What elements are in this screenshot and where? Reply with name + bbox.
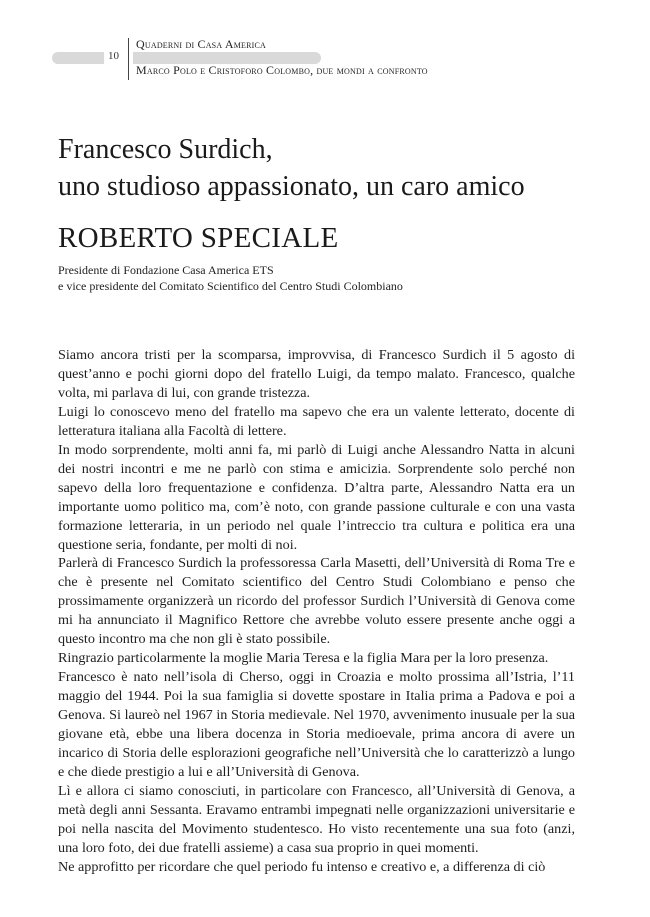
affiliation-line-1: Presidente di Fondazione Casa America ETS	[58, 263, 274, 277]
author-affiliation	[58, 262, 403, 294]
running-head-subtitle: Marco Polo e Cristoforo Colombo, due mondi a confronto	[136, 63, 428, 77]
header-divider	[128, 38, 129, 80]
body-paragraph: Ringrazio particolarmente la moglie Maria Teresa e la figlia Mara per la loro presenza.	[58, 650, 549, 667]
body-paragraph: Siamo ancora tristi per la scomparsa, improvvisa, di Francesco Surdich il 5 agosto di quest’anno e pochi giorni dopo del fratello Luigi, da tempo malato. Francesco, qualche volta, mi parlava di lui, con grande tristezza.	[58, 347, 575, 401]
body-paragraph: In modo sorprendente, molti anni fa, mi parlò di Luigi anche Alessandro Natta in alcuni dei nostri incontri e me ne parlò con stima e amicizia. Sorprendente solo perché non sapevo della loro frequentazione e confidenza. D’altra parte, Alessandro Natta era un importante uomo politico ma, com’è noto, con grande passione culturale e con una vasta formazione letteraria, in un periodo nel quale l’intreccio tra cultura e politica era una questione seria, fondante, per molti di noi.	[58, 441, 575, 553]
article-title-line-1: Francesco Surdich,	[58, 134, 273, 165]
header-decor-bar-left	[52, 52, 104, 64]
body-paragraph: Francesco è nato nell’isola di Cherso, oggi in Croazia e molto prossima all’Istria, l’11 maggio del 1944. Poi la sua famiglia si dovette spostare in Italia prima a Padova e poi a Genova. Si laureò nel 1967 in Storia medievale. Nel 1970, avvenimento inusuale per la sua giovane età, ebbe una libera docenza in Storia medioevale, prima ancora di avere un incarico di Storia delle esplorazioni geografiche nell’Università che lo caratterizzò a lungo e che diede prestigio a lui e all’Università di Genova.	[58, 669, 575, 780]
author-name: ROBERTO SPECIALE	[58, 222, 339, 254]
running-head-journal: Quaderni di Casa America	[136, 37, 267, 51]
page-number: 10	[108, 50, 119, 62]
article-title-line-2: uno studioso appassionato, un caro amico	[58, 171, 525, 202]
body-paragraph: Ne approfitto per ricordare che quel periodo fu intenso e creativo e, a differenza di ciò	[58, 858, 546, 875]
body-paragraph: Lì e allora ci siamo conosciuti, in particolare con Francesco, all’Università di Genova, a metà degli anni Sessanta. Eravamo entrambi impegnati nelle organizzazioni universitarie e poi nella nascita del Movimento studentesco. Ho visto recentemente una sua foto (anzi, una loro foto, dei due fratelli assieme) a casa sua proprio in quei momenti.	[58, 782, 575, 856]
body-paragraph: Parlerà di Francesco Surdich la professoressa Carla Masetti, dell’Università di Roma Tre e che è presente nel Comitato scientifico del Centro Studi Colombiano e penso che prossimamente organizzerà un ricordo del professor Surdich l’Università di Genova come mi ha annunciato il Magnifico Rettore che avrebbe voluto essere presente anche oggi a questo incontro ma che non gli è stato possibile.	[58, 555, 575, 648]
article-body	[58, 346, 575, 877]
affiliation-line-2: e vice presidente del Comitato Scientifico del Centro Studi Colombiano	[58, 279, 403, 293]
body-paragraph: Luigi lo conoscevo meno del fratello ma sapevo che era un valente letterato, docente di letteratura italiana alla Facoltà di lettere.	[58, 403, 575, 439]
article-title	[58, 131, 598, 205]
